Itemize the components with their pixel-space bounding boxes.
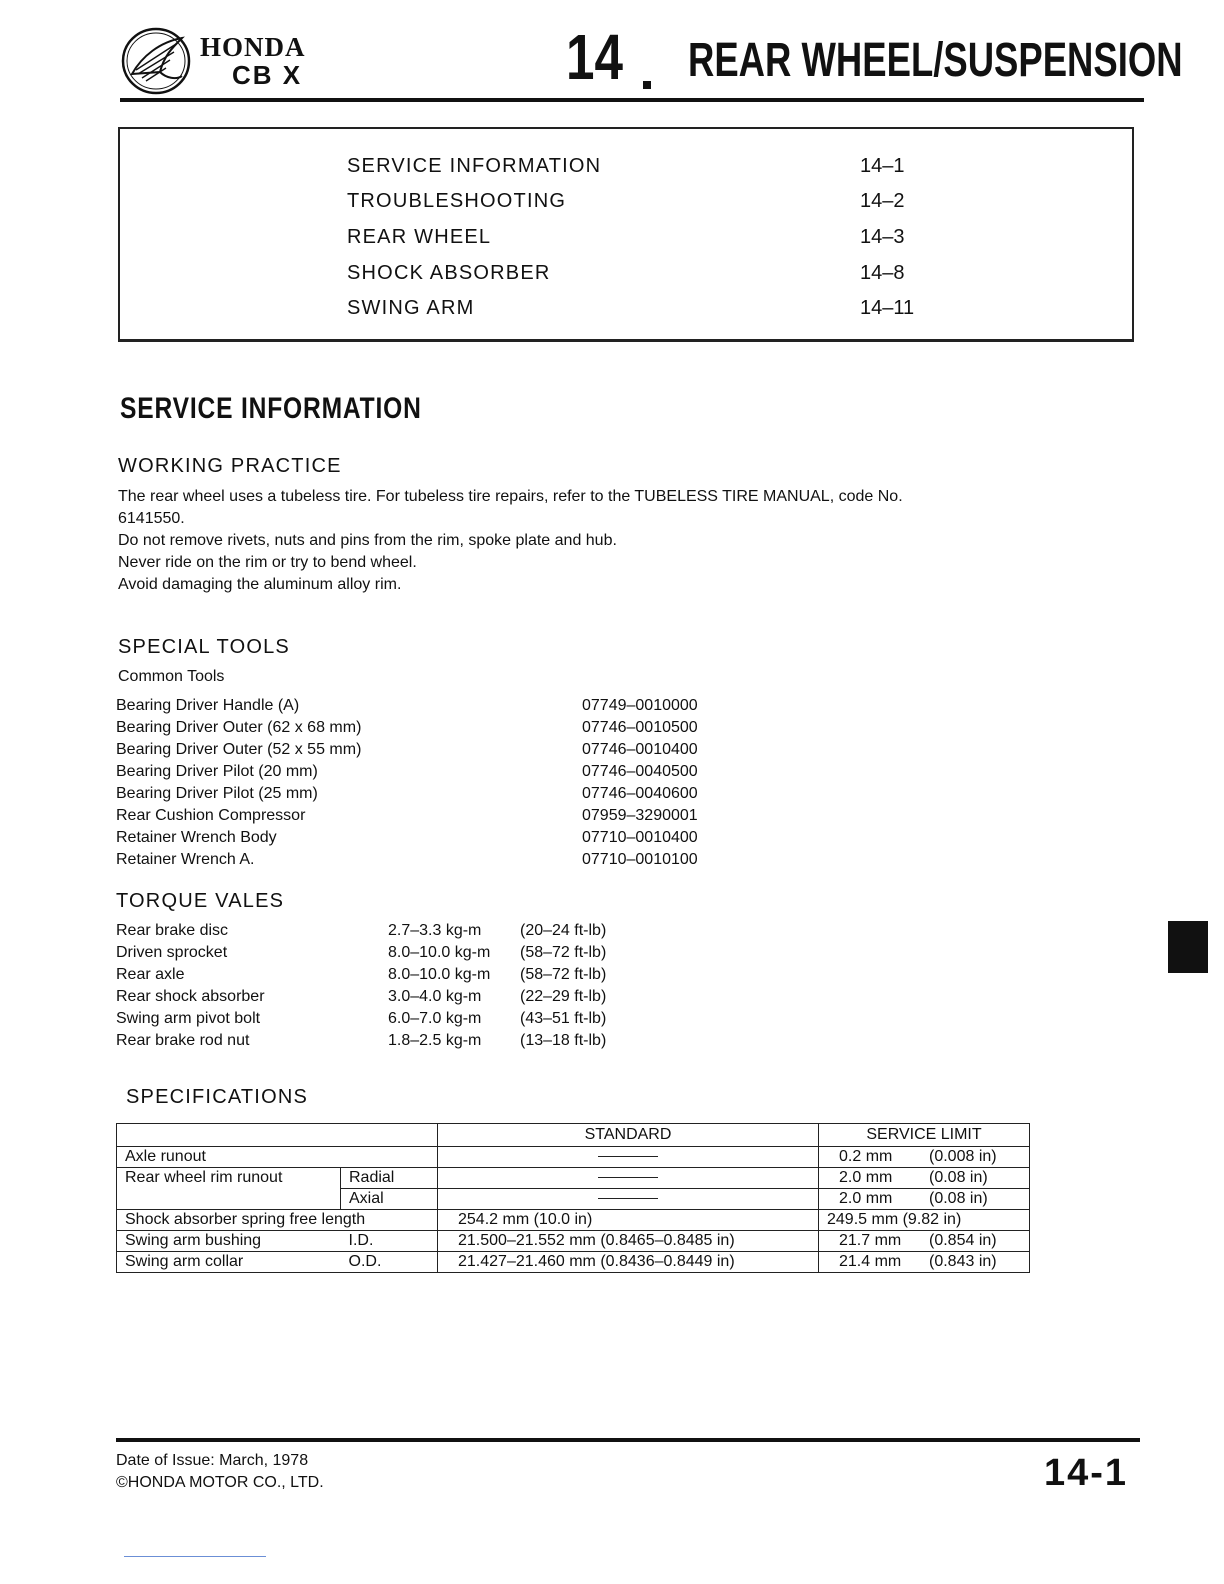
specifications-table	[116, 1123, 1030, 1273]
tool-code: 07746–0040600	[582, 785, 698, 802]
torque-ftlb-value: (43–51 ft-lb)	[520, 1010, 607, 1027]
tool-name: Bearing Driver Pilot (20 mm)	[116, 763, 318, 780]
brand-logo-text: HONDA	[200, 32, 306, 62]
dash-mark	[598, 1177, 658, 1178]
cell-standard: 21.427–21.460 mm (0.8436–0.8449 in)	[438, 1252, 819, 1273]
cell-standard-blank	[438, 1168, 819, 1189]
issue-date: Date of Issue: March, 1978	[116, 1452, 309, 1469]
torque-ftlb-value: (13–18 ft-lb)	[520, 1032, 607, 1049]
cell-item: Rear wheel rim runout	[117, 1168, 341, 1210]
toc-item-page: 14–1	[860, 155, 905, 177]
torque-item-name: Driven sprocket	[116, 944, 228, 961]
torque-kgm-value: 8.0–10.0 kg-m	[388, 944, 491, 961]
torque-kgm-value: 6.0–7.0 kg-m	[388, 1010, 482, 1027]
chapter-dot	[643, 81, 651, 89]
tool-code: 07746–0040500	[582, 763, 698, 780]
tool-name: Bearing Driver Outer (62 x 68 mm)	[116, 719, 362, 736]
torque-ftlb-value: (22–29 ft-lb)	[520, 988, 607, 1005]
cell-standard: 254.2 mm (10.0 in)	[438, 1210, 819, 1231]
cell-item: Shock absorber spring free length	[117, 1210, 438, 1231]
toc-item-page: 14–11	[860, 297, 915, 319]
toc-item-label: TROUBLESHOOTING	[347, 190, 567, 212]
limit-mm: 21.7 mm	[839, 1232, 902, 1249]
model-name: CB X	[232, 60, 303, 90]
cell-limit	[819, 1147, 1030, 1168]
torque-item-name: Rear axle	[116, 966, 185, 983]
header-cell-item	[117, 1124, 438, 1147]
toc-item[interactable]	[120, 297, 1132, 331]
tool-name: Bearing Driver Handle (A)	[116, 697, 300, 714]
toc-item-label: SERVICE INFORMATION	[347, 155, 602, 177]
toc-item-page: 14–2	[860, 190, 905, 212]
toc-item-page: 14–3	[860, 226, 905, 248]
torque-item-name: Rear brake rod nut	[116, 1032, 250, 1049]
cell-sub: I.D.	[341, 1231, 438, 1252]
torque-kgm-value: 3.0–4.0 kg-m	[388, 988, 482, 1005]
header-cell-limit: SERVICE LIMIT	[819, 1124, 1030, 1147]
common-tools-subheading: Common Tools	[118, 668, 225, 685]
torque-item-name: Swing arm pivot bolt	[116, 1010, 261, 1027]
torque-values-heading: TORQUE VALES	[116, 890, 285, 912]
text-line: Never ride on the rim or try to bend wheel.	[118, 554, 417, 571]
footer-rule	[116, 1438, 1140, 1442]
limit-mm: 0.2 mm	[839, 1148, 893, 1165]
tool-name: Retainer Wrench A.	[116, 851, 255, 868]
header-cell-standard: STANDARD	[438, 1124, 819, 1147]
limit-mm: 2.0 mm	[839, 1190, 893, 1207]
table-row	[117, 1210, 1030, 1231]
cell-limit	[819, 1231, 1030, 1252]
chapter-number: 14	[566, 21, 623, 93]
limit-in: (0.008 in)	[929, 1148, 997, 1165]
torque-kgm-value: 1.8–2.5 kg-m	[388, 1032, 482, 1049]
limit-in: (0.08 in)	[929, 1190, 988, 1207]
toc-item[interactable]	[120, 190, 1132, 224]
tool-code: 07749–0010000	[582, 697, 698, 714]
header-rule	[120, 98, 1144, 102]
text-line: Avoid damaging the aluminum alloy rim.	[118, 576, 402, 593]
torque-kgm-value: 8.0–10.0 kg-m	[388, 966, 491, 983]
special-tools-heading: SPECIAL TOOLS	[118, 636, 290, 658]
working-practice-text	[118, 486, 903, 596]
dash-mark	[598, 1198, 658, 1199]
toc-item-page: 14–8	[860, 262, 905, 284]
section-heading: SERVICE INFORMATION	[120, 392, 422, 425]
cell-limit: 249.5 mm (9.82 in)	[819, 1210, 1030, 1231]
torque-item-name: Rear shock absorber	[116, 988, 265, 1005]
working-practice-heading: WORKING PRACTICE	[118, 455, 342, 477]
tool-code: 07959–3290001	[582, 807, 698, 824]
torque-kgm-value: 2.7–3.3 kg-m	[388, 922, 482, 939]
toc-item[interactable]	[120, 226, 1132, 260]
torque-ftlb-value: (58–72 ft-lb)	[520, 966, 607, 983]
limit-in: (0.843 in)	[929, 1253, 997, 1270]
torque-ftlb-value: (20–24 ft-lb)	[520, 922, 607, 939]
cell-item: Axle runout	[117, 1147, 438, 1168]
table-row	[117, 1231, 1030, 1252]
tool-code: 07710–0010400	[582, 829, 698, 846]
cell-item: Swing arm collar	[117, 1252, 341, 1273]
text-line: 6141550.	[118, 510, 185, 527]
cell-sub: Axial	[341, 1189, 438, 1210]
cell-sub: Radial	[341, 1168, 438, 1189]
cell-item: Swing arm bushing	[117, 1231, 341, 1252]
table-row	[117, 1252, 1030, 1273]
cell-standard-blank	[438, 1147, 819, 1168]
tool-name: Bearing Driver Outer (52 x 55 mm)	[116, 741, 362, 758]
honda-wing-icon	[120, 26, 192, 96]
limit-mm: 2.0 mm	[839, 1169, 893, 1186]
tool-code: 07746–0010400	[582, 741, 698, 758]
cell-standard-blank	[438, 1189, 819, 1210]
toc-item-label: SWING ARM	[347, 297, 475, 319]
text-line: Do not remove rivets, nuts and pins from the rim, spoke plate and hub.	[118, 532, 617, 549]
limit-in: (0.854 in)	[929, 1232, 997, 1249]
table-header-row	[117, 1124, 1030, 1147]
copyright: ©HONDA MOTOR CO., LTD.	[116, 1474, 324, 1491]
cell-sub: O.D.	[341, 1252, 438, 1273]
torque-ftlb-value: (58–72 ft-lb)	[520, 944, 607, 961]
tool-name: Rear Cushion Compressor	[116, 807, 306, 824]
limit-in: (0.08 in)	[929, 1169, 988, 1186]
section-tab-marker	[1168, 921, 1208, 973]
cell-limit	[819, 1168, 1030, 1189]
page-number: 14-1	[1044, 1452, 1129, 1494]
bottom-line	[124, 1556, 266, 1557]
toc-item-label: REAR WHEEL	[347, 226, 492, 248]
table-row	[117, 1168, 1030, 1189]
cell-standard: 21.500–21.552 mm (0.8465–0.8485 in)	[438, 1231, 819, 1252]
cell-limit	[819, 1189, 1030, 1210]
torque-item-name: Rear brake disc	[116, 922, 229, 939]
toc-item[interactable]	[120, 155, 1132, 189]
tool-name: Retainer Wrench Body	[116, 829, 277, 846]
tool-name: Bearing Driver Pilot (25 mm)	[116, 785, 318, 802]
limit-mm: 21.4 mm	[839, 1253, 902, 1270]
cell-limit	[819, 1252, 1030, 1273]
toc-item-label: SHOCK ABSORBER	[347, 262, 551, 284]
table-row	[117, 1147, 1030, 1168]
specifications-heading: SPECIFICATIONS	[126, 1086, 309, 1108]
toc-item[interactable]	[120, 262, 1132, 296]
tool-code: 07710–0010100	[582, 851, 698, 868]
tool-code: 07746–0010500	[582, 719, 698, 736]
table-of-contents	[118, 127, 1134, 342]
dash-mark	[598, 1156, 658, 1157]
chapter-title: REAR WHEEL/SUSPENSION	[688, 34, 1183, 87]
text-line: The rear wheel uses a tubeless tire. For tubeless tire repairs, refer to the TUBELESS TIRE MANUAL, code No.	[118, 488, 903, 505]
